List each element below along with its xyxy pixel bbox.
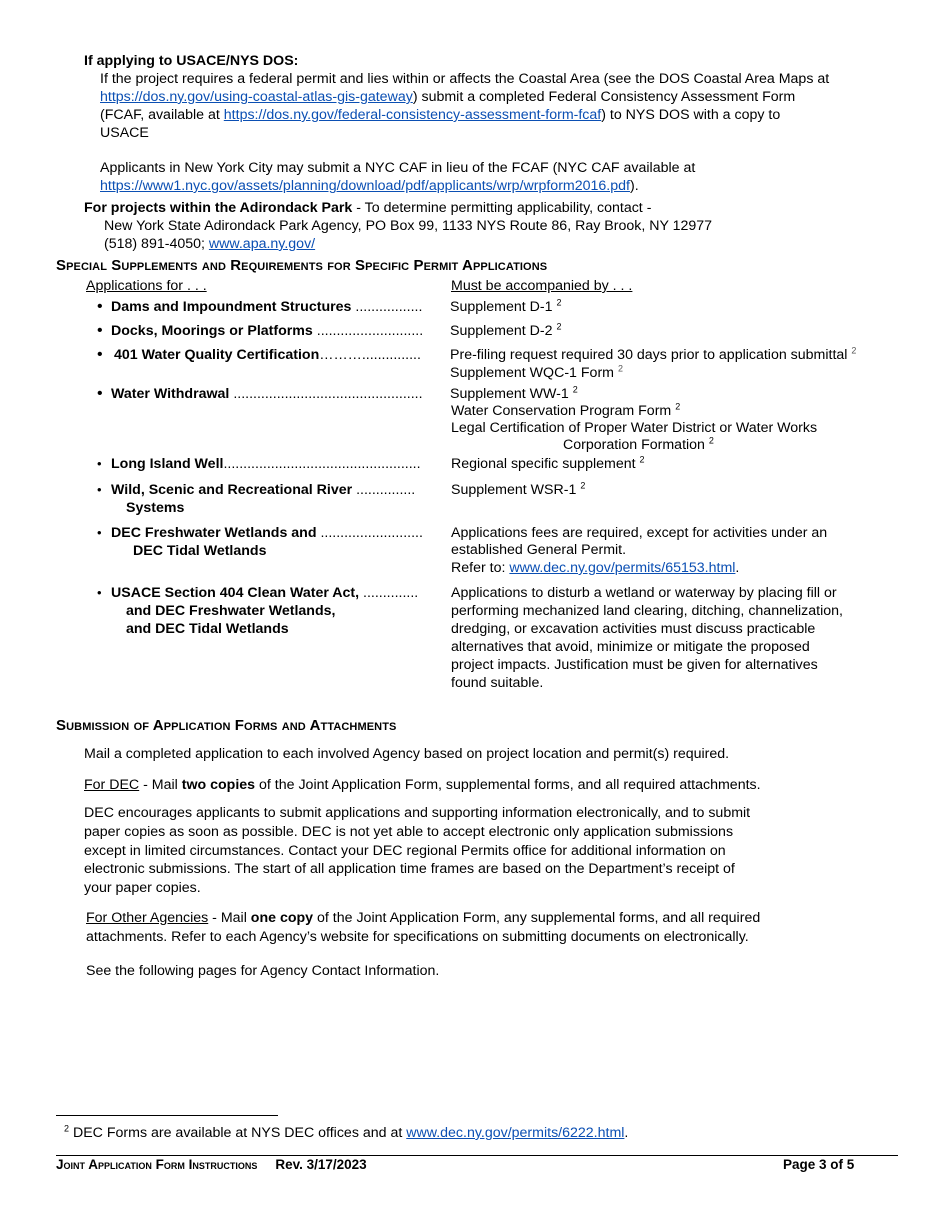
nyc-line1: Applicants in New York City may submit a NYC CAF in lieu of the FCAF (NYC CAF available at [100,160,696,176]
list-item-cont: DEC Tidal Wetlands [133,543,267,559]
bullet-icon: • [97,322,103,339]
list-item: • Wild, Scenic and Recreational River ............... [97,482,416,498]
requirement: Corporation Formation $^2$ [563,435,714,453]
submission-p5: See the following pages for Agency Contact Information. [86,963,440,979]
submission-p3-l2: paper copies as soon as possible. DEC is not yet able to accept electronic only application submissions [84,824,734,840]
list-item: • Water Withdrawal ................................................ [97,385,423,402]
fcaf-link[interactable]: https://dos.ny.gov/federal-consistency-assessment-form-fcaf [223,107,602,123]
usace-line2: https://dos.ny.gov/using-coastal-atlas-gis-gateway) submit a completed Federal Consistency Assessment Form [100,89,796,105]
requirement: Applications to disturb a wetland or waterway by placing fill or [451,585,837,601]
adirondack-phone: (518) 891-4050; www.apa.ny.gov/ [104,236,316,252]
submission-dec: For DEC - Mail two copies of the Joint Application Form, supplemental forms, and all required attachments. [84,777,761,793]
footnote-divider [56,1115,278,1116]
requirement: performing mechanized land clearing, ditching, channelization, [451,603,843,619]
submission-p3-l1: DEC encourages applicants to submit applications and supporting information electronically, and to submit [84,805,751,821]
supplements-title: Special Supplements and Requirements for Specific Permit Applications [56,257,548,274]
submission-other-l2: attachments. Refer to each Agency’s website for specifications on submitting documents on electronically. [86,929,749,945]
submission-p3-l4: electronic submissions. The start of all application time frames are based on the Department’s receipt of [84,861,735,877]
dec-forms-link[interactable]: www.dec.ny.gov/permits/6222.html [406,1125,625,1141]
requirement: Refer to: www.dec.ny.gov/permits/65153.html. [451,560,740,576]
wetlands-permits-link[interactable]: www.dec.ny.gov/permits/65153.html [509,560,736,576]
requirement: Pre-filing request required 30 days prior to application submittal $^2$ [450,345,857,363]
adirondack-address: New York State Adirondack Park Agency, PO Box 99, 1133 NYS Route 86, Ray Brook, NY 12977 [104,218,713,234]
submission-p3-l5: your paper copies. [84,880,201,896]
page-number: Page 3 of 5 [783,1157,855,1172]
submission-p3-l3: except in limited circumstances. Contact your DEC regional Permits office for additional information on [84,843,726,859]
requirement: alternatives that avoid, minimize or mitigate the proposed [451,639,810,655]
col-applications-for: Applications for . . . [86,278,207,294]
requirement: Applications fees are required, except for activities under an [451,525,828,541]
list-item: • 401 Water Quality Certification………............... [97,346,421,363]
list-item-cont: Systems [126,500,185,516]
submission-title: Submission of Application Forms and Attachments [56,717,397,734]
requirement: Regional specific supplement $^2$ [451,454,645,472]
usace-line1: If the project requires a federal permit and lies within or affects the Coastal Area (see the DOS Coastal Area Maps at [100,71,830,87]
list-item: • Docks, Moorings or Platforms ........................... [97,322,424,339]
nyc-caf-link[interactable]: https://www1.nyc.gov/assets/planning/download/pdf/applicants/wrp/wrpform2016.pdf [100,178,630,194]
requirement: dredging, or excavation activities must discuss practicable [451,621,816,637]
usace-heading: If applying to USACE/NYS DOS: [84,53,299,69]
list-item: • DEC Freshwater Wetlands and .......................... [97,525,423,541]
list-item: • USACE Section 404 Clean Water Act, .............. [97,585,419,601]
bullet-icon: • [97,385,103,402]
bullet-icon: • [97,585,102,600]
list-item: • Long Island Well.................................................. [97,456,421,472]
requirement: Water Conservation Program Form $^2$ [451,401,681,419]
bullet-icon: • [97,482,102,497]
footnote: $^2$ DEC Forms are available at NYS DEC offices and at www.dec.ny.gov/permits/6222.html. [64,1123,629,1141]
coastal-atlas-link[interactable]: https://dos.ny.gov/using-coastal-atlas-gis-gateway [100,89,413,105]
nyc-line2: https://www1.nyc.gov/assets/planning/download/pdf/applicants/wrp/wrpform2016.pdf). [100,178,639,194]
requirement: Supplement WQC-1 Form $^2$ [450,363,623,381]
list-item-cont: and DEC Freshwater Wetlands, [126,603,336,619]
bullet-icon: • [97,456,102,471]
col-must-be-accompanied: Must be accompanied by . . . [451,278,633,294]
bullet-icon: • [97,346,103,363]
apa-link[interactable]: www.apa.ny.gov/ [208,236,316,252]
adirondack-heading: For projects within the Adirondack Park - To determine permitting applicability, contact - [84,200,652,216]
requirement: established General Permit. [451,542,627,558]
list-item-cont: and DEC Tidal Wetlands [126,621,289,637]
requirement: Supplement D-2 $^2$ [450,321,562,339]
bullet-icon: • [97,525,102,540]
usace-line3: (FCAF, available at https://dos.ny.gov/federal-consistency-assessment-form-fcaf) to NYS DOS with a copy to [100,107,781,123]
requirement: project impacts. Justification must be given for alternatives [451,657,818,673]
requirement: Supplement WSR-1 $^2$ [451,480,586,498]
footer-left: Joint Application Form Instructions Rev. 3/17/2023 [56,1157,367,1172]
bullet-icon: • [97,298,103,315]
requirement: found suitable. [451,675,544,691]
requirement: Supplement D-1 $^2$ [450,297,562,315]
submission-other: For Other Agencies - Mail one copy of the Joint Application Form, any supplemental forms, and all required [86,910,761,926]
usace-line4: USACE [100,125,149,141]
submission-p1: Mail a completed application to each involved Agency based on project location and permit(s) required. [84,746,730,762]
list-item: • Dams and Impoundment Structures ................. [97,298,423,315]
requirement: Legal Certification of Proper Water District or Water Works [451,420,818,436]
requirement: Supplement WW-1 $^2$ [450,384,578,402]
